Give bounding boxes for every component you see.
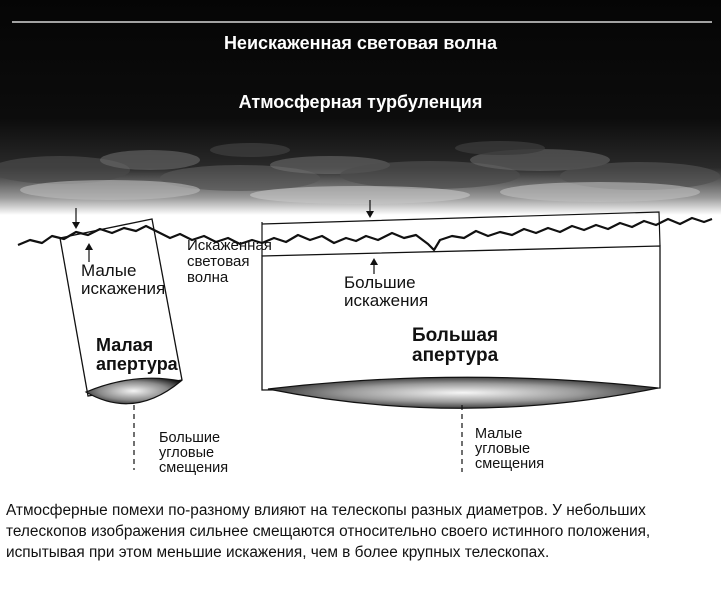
distorted-wave-label: Искаженная световая волна [187, 237, 272, 286]
turbulence-label: Атмосферная турбуленция [238, 92, 483, 112]
small-aperture-label: Малая апертура [96, 335, 178, 374]
large-aperture-label: Большая апертура [412, 325, 499, 366]
large-distortion-label: Большие искажения [344, 273, 429, 310]
large-offset-label: Малые угловые смещения [475, 426, 545, 473]
figure-caption: Атмосферные помехи по-разному влияют на телескопы разных диаметров. У небольших телескопов изображения сильнее смещаются относительно своего истинного положения, испытывая при этом меньшие искажения, чем в более крупных телескопах. [6, 502, 651, 562]
small-offset-label: Большие угловые смещения [159, 430, 229, 477]
small-distortion-label: Малые искажения [81, 261, 166, 298]
undistorted-wave-label: Неискаженная световая волна [223, 33, 498, 53]
